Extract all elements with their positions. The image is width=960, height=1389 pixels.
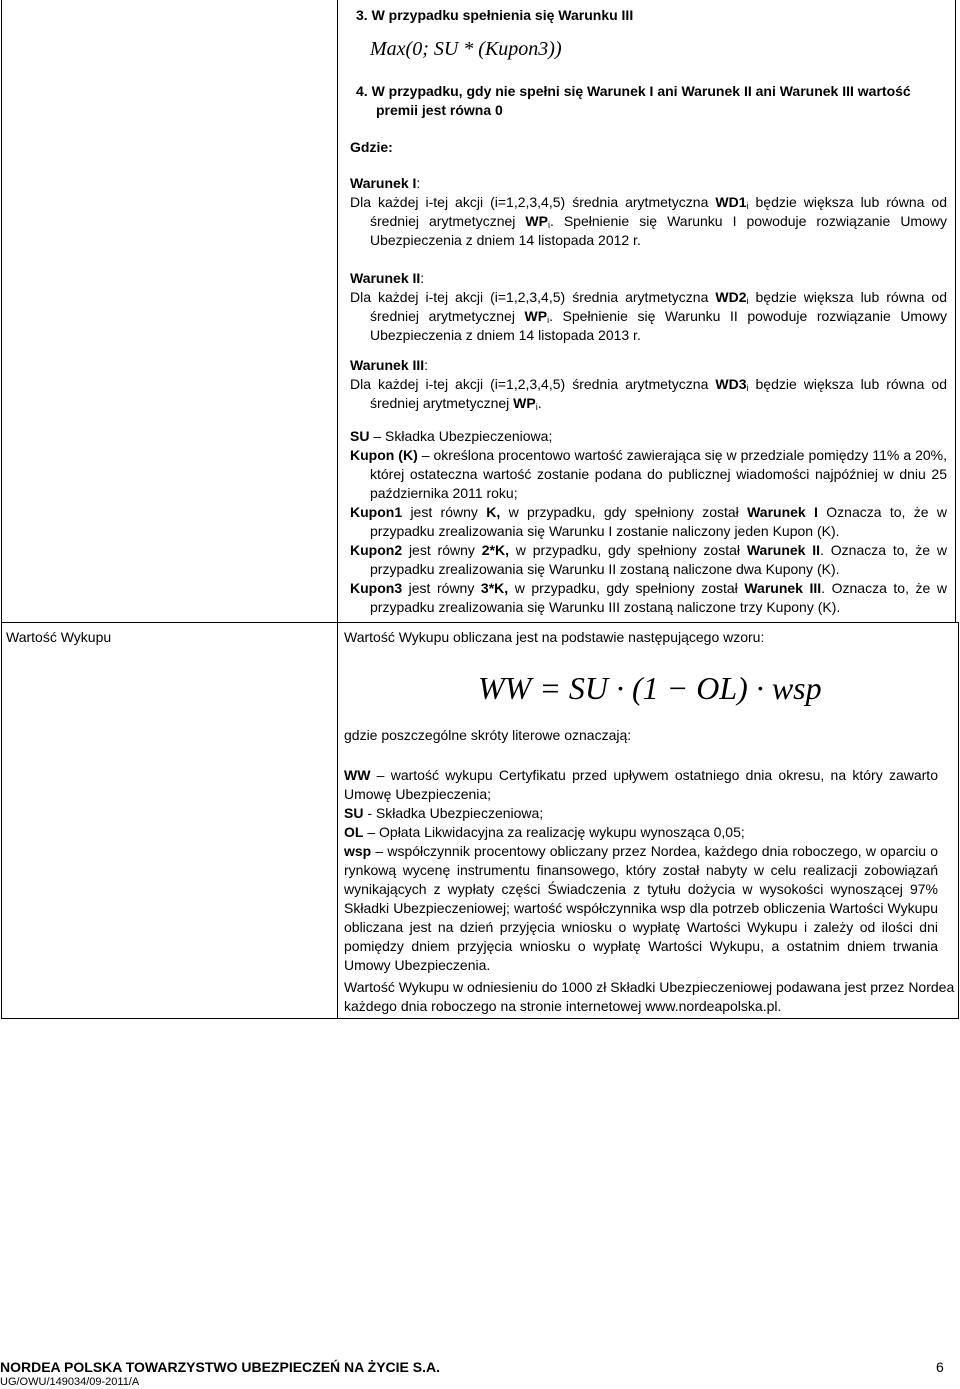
warunek-2-title: Warunek II: [350, 270, 421, 286]
wartosc-final: Wartość Wykupu w odniesieniu do 1000 zł Składki Ubezpieczeniowej podawana jest przez Nordea każdego dnia roboczego na stronie internetowej www.nordeapolska.pl.: [344, 979, 955, 1014]
warunek-1-title: Warunek I: [350, 175, 417, 191]
warunek-3-text: Dla każdej i-tej akcji (i=1,2,3,4,5) średnia arytmetyczna $WD3_i$ będzie większa lub równa od średniej arytmetycznej $WP_i$.: [350, 376, 947, 412]
table-column-divider: [337, 0, 338, 1019]
section-4: [356, 82, 946, 120]
table-bottom-border: [1, 1018, 959, 1019]
section-3: [356, 6, 946, 25]
def-su: SU – Składka Ubezpieczeniowa;: [350, 428, 553, 444]
def-kupon3: Kupon3 jest równy 3*K, w przypadku, gdy spełniony został Warunek III. Oznacza to, że w przypadku zrealizowania się Warunku III zostaną naliczone trzy Kupony (K).: [350, 580, 947, 615]
wartosc-definitions: [344, 766, 938, 975]
section-4-text: 4. W przypadku, gdy nie spełni się Warunek I ani Warunek II ani Warunek III wartość premii jest równa 0: [356, 83, 911, 118]
page-number: 6: [936, 1359, 944, 1375]
table-left-border: [1, 0, 2, 1019]
footer-code: UG/OWU/149034/09-2011/A: [0, 1376, 140, 1388]
warunek-2-text: Dla każdej i-tej akcji (i=1,2,3,4,5) średnia arytmetyczna $WD2_i$ będzie większa lub równa od średniej arytmetycznej $WP_i$. Spełnienie się Warunku II powoduje rozwiązanie Umowy Ubezpieczenia z dniem 14 listopada 2013 r.: [350, 289, 947, 343]
warunek-3-title: Warunek III: [350, 357, 425, 373]
warunek-3: Warunek III: Dla każdej i-tej akcji (i=1,2,3,4,5) średnia arytmetyczna $WD3_i$ będzie większa lub równa od średniej arytmetycznej $WP_i$.: [350, 357, 947, 412]
table-right-border-upper: [955, 0, 956, 622]
max-formula: Max(0; SU * (Kupon3)): [370, 38, 562, 60]
wartosc-gdzie: gdzie poszczególne skróty literowe oznaczają:: [344, 727, 632, 743]
footer-company: NORDEA POLSKA TOWARZYSTWO UBEZPIECZEŃ NA ŻYCIE S.A.: [0, 1359, 440, 1375]
def-ol: OL – Opłata Likwidacyjna za realizację wykupu wynosząca 0,05;: [344, 824, 745, 840]
wartosc-wykupu-label: Wartość Wykupu: [6, 629, 112, 645]
definitions: [350, 427, 947, 617]
def-wsp: wsp – współczynnik procentowy obliczany przez Nordea, każdego dnia roboczego, w oparciu o rynkową wycenę instrumentu finansowego, który został nabyty w celu realizacji zobowiązań wynikających z wypłaty części Świadczenia z tytułu dożycia w wysokości wynoszącej 97% Składki Ubezpieczeniowej; wartość współczynnika wsp dla potrzeb obliczenia Wartości Wykupu obliczana jest na dzień przyjęcia wniosku o wypłatę Wartości Wykupu i zależy od ilości dni pomiędzy dniem przyjęcia wniosku o wypłatę Wartości Wykupu, a ostatnim dniem trwania Umowy Ubezpieczenia.: [344, 843, 938, 973]
def-kupon2: Kupon2 jest równy 2*K, w przypadku, gdy spełniony został Warunek II. Oznacza to, że w przypadku zrealizowania się Warunku II zostaną naliczone dwa Kupony (K).: [350, 542, 947, 577]
def-kupon1: Kupon1 jest równy K, w przypadku, gdy spełniony został Warunek I Oznacza to, że w przypadku zrealizowania się Warunku I zostanie naliczony jeden Kupon (K).: [350, 504, 947, 539]
wartosc-intro: Wartość Wykupu obliczana jest na podstawie następującego wzoru:: [344, 629, 765, 645]
warunek-1-text: Dla każdej i-tej akcji (i=1,2,3,4,5) średnia arytmetyczna $WD1_i$ będzie większa lub równa od średniej arytmetycznej $WP_i$. Spełnienie się Warunku I powoduje rozwiązanie Umowy Ubezpieczenia z dniem 14 listopada 2012 r.: [350, 194, 947, 248]
warunek-2: Warunek II: Dla każdej i-tej akcji (i=1,2,3,4,5) średnia arytmetyczna $WD2_i$ będzie większa lub równa od średniej arytmetycznej $WP_i$. Spełnienie się Warunku II powoduje rozwiązanie Umowy Ubezpieczenia z dniem 14 listopada 2013 r.: [350, 270, 947, 343]
def-ww: WW – wartość wykupu Certyfikatu przed upływem ostatniego dnia okresu, na który zawarto Umowę Ubezpieczenia;: [344, 767, 938, 802]
gdzie-heading: Gdzie:: [350, 139, 393, 155]
section-3-heading: 3. W przypadku spełnienia się Warunku III: [356, 7, 634, 23]
def-kupon: Kupon (K) – określona procentowo wartość zawierająca się w przedziale pomiędzy 11% a 20%, której ostateczna wartość zostanie podana do publicznej wiadomości najpóźniej w dniu 25 października 2011 roku;: [350, 447, 947, 501]
table-right-border-lower: [958, 622, 959, 1019]
table-row-divider: [1, 622, 959, 623]
def-su-ww: SU - Składka Ubezpieczeniowa;: [344, 805, 544, 821]
warunek-1: Warunek I: Dla każdej i-tej akcji (i=1,2,3,4,5) średnia arytmetyczna $WD1_i$ będzie większa lub równa od średniej arytmetycznej $WP_i$. Spełnienie się Warunku I powoduje rozwiązanie Umowy Ubezpieczenia z dniem 14 listopada 2012 r.: [350, 175, 947, 248]
ww-formula: WW = SU · (1 − OL) · wsp: [478, 670, 822, 706]
